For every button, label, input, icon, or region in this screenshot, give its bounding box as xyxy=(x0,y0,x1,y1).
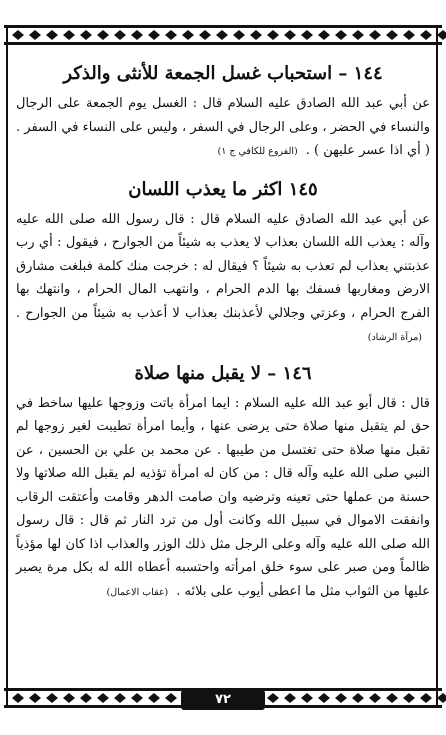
ornament-motif xyxy=(403,30,415,40)
ornament-motif xyxy=(148,693,160,703)
ornament-motif xyxy=(284,30,296,40)
ornament-motif xyxy=(267,693,279,703)
ornament-motif xyxy=(267,30,279,40)
ornament-motif xyxy=(148,30,160,40)
ornament-motif xyxy=(12,693,24,703)
ornament-motif xyxy=(369,30,381,40)
source-citation: (عقاب الاعمال) xyxy=(106,586,169,598)
ornament-motif xyxy=(131,30,143,40)
ornament-motif xyxy=(437,693,446,703)
page-content xyxy=(16,60,430,604)
ornament-motif xyxy=(437,30,446,40)
ornament-motif xyxy=(301,30,313,40)
ornament-motif xyxy=(46,693,58,703)
ornament-motif xyxy=(403,693,415,703)
body-text: عن أبي عبد الله الصادق عليه السلام قال : قال رسول الله صلى الله عليه وآله : يعذب الله اللسان بعذاب لا يعذب به شيئاً من الجوارح ، فيقول : أي رب عذبتني بعذاب لم تعذب به شيئاً ؟ فيقال له : خرجت منك كلمة فبلغت مشارق الارض ومغاربها فسفك بها الدم الحرام ، وانتهب المال الحرام ، وانتهك بها الفرج الحرام ، وعزتي وجلالي لأعذبنك بعذاب لا أعذب به شيئاً من الجوارح . xyxy=(16,211,430,321)
ornament-motif xyxy=(97,30,109,40)
ornament-motif xyxy=(301,693,313,703)
ornament-motif xyxy=(46,30,58,40)
ornament-motif xyxy=(335,693,347,703)
ornament-motif xyxy=(29,30,41,40)
body-text: عن أبي عبد الله الصادق عليه السلام قال : الغسل يوم الجمعة على الرجال والنساء في الحضر ، وعلى الرجال في السفر ، وليس على النساء في السفر . ( أي اذا عسر عليهن ) . xyxy=(16,96,430,158)
ornament-motif xyxy=(165,693,177,703)
ornament-motif xyxy=(216,30,228,40)
ornament-motif xyxy=(386,693,398,703)
source-citation: (مرآة الرشاد) xyxy=(367,332,422,343)
section-body xyxy=(16,92,430,164)
section-body xyxy=(16,208,430,350)
ornament-motif xyxy=(420,30,432,40)
ornament-motif xyxy=(352,693,364,703)
ornament-motif xyxy=(165,30,177,40)
ornament-motif xyxy=(12,30,24,40)
ornament-motif xyxy=(63,30,75,40)
ornament-motif xyxy=(80,693,92,703)
ornament-motif xyxy=(80,30,92,40)
ornament-motif xyxy=(114,30,126,40)
section-heading: ١٤٤ – استحباب غسل الجمعة للأنثى والذكر xyxy=(63,63,383,84)
ornament-motif xyxy=(29,693,41,703)
ornament-motif xyxy=(420,693,432,703)
ornament-motif xyxy=(182,30,194,40)
ornament-motif xyxy=(386,30,398,40)
ornament-motif xyxy=(233,30,245,40)
section-heading: ١٤٦ – لا يقبل منها صلاة xyxy=(134,362,312,384)
ornament-motif xyxy=(97,693,109,703)
ornament-motif xyxy=(131,693,143,703)
ornament-motif xyxy=(63,693,75,703)
ornament-motif xyxy=(114,693,126,703)
section-heading: ١٤٥ اكثر ما يعذب اللسان xyxy=(128,178,318,200)
top-ornament-border xyxy=(0,22,446,48)
ornament-motif xyxy=(318,30,330,40)
ornament-motif xyxy=(369,693,381,703)
ornament-motif xyxy=(284,693,296,703)
page-number: ٧٢ xyxy=(181,690,265,710)
body-text: قال : قال أبو عبد الله عليه السلام : ايما امرأة باتت وزوجها عليها ساخط في حق لم يتقبل منها صلاة حتى يرضى عنها ، وأيما امرأة تطيبت لغير زوجها لم تقبل منها صلاة حتى تغتسل من طيبها . عن محمد بن علي بن الحسين ، عن النبي صلى الله عليه وآله قال : من كان له امرأة تؤذيه لم يقبل الله صلاتها ولا حسنة من عملها حتى تعينه وترضيه وان صامت الدهر وقامت وأعتقت الرقاب وانفقت الاموال في سبيل الله وكانت أول من ترد النار ثم قال : قال رسول الله صلى الله عليه وآله وعلى الرجل مثل ذلك الوزر والعذاب اذا كان لها مؤذياً ظالماً ومن صبر على سوء خلق امرأته واحتسبه أعطاه الله له بكل مرة يصبر عليها من الثواب مثل ما اعطى أيوب على بلائه . xyxy=(16,395,430,599)
ornament-motif xyxy=(352,30,364,40)
section-body xyxy=(16,392,430,605)
ornament-motif xyxy=(199,30,211,40)
ornament-motif xyxy=(318,693,330,703)
ornament-motif xyxy=(250,30,262,40)
ornament-motif xyxy=(335,30,347,40)
source-citation: (الفروع للكافي ج ١) xyxy=(217,146,298,157)
